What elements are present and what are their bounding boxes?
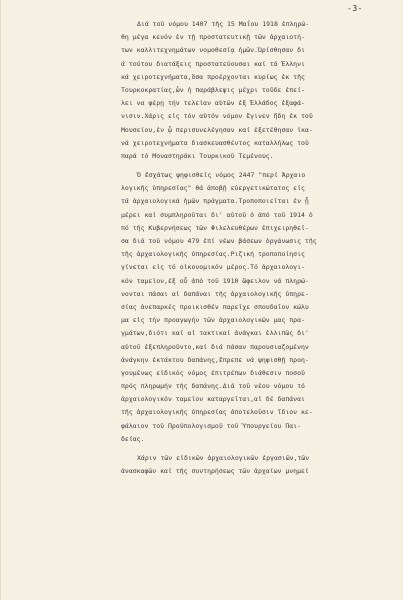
paragraph-3 [121, 452, 379, 478]
text-line: Ὁ ἔσχάτως ψηφισθείς νόμος 2447 "περί Ἀρχαιο [137, 171, 306, 180]
paragraph-2 [121, 169, 379, 446]
text-line: τά ἀρχαιολογικά ἡμῶν πράγματα.Τροποποιεῖται ἐν ᾗ [121, 197, 309, 206]
text-line: νισιν.Χάρις εἰς τόν αὐτόν νόμον ἔγινεν ἤδη ἐκ τοῦ [121, 112, 313, 121]
text-line: γίνεται εἰς τό οἰκονομικόν μέρος.Τό ἀρχαιολογι- [121, 263, 305, 272]
text-line: Χάριν τῶν εἰδικῶν ἀρχαιολογικῶν ἐργασιῶν,τῶν [137, 454, 310, 462]
text-line: κόν ταμεῖον,ἐξ οὗ ἀπό τοῦ 1910 ὤφειλον νά πληρώ- [121, 276, 309, 285]
text-line: κά χειροτεχνήματα,ὅσα προέρχονται κυρίως ἐκ τῆς [121, 72, 305, 81]
text-line: λογικῆς ὑπηρεσίας" θά ἀποβῇ εὐεργετικώτατος εἰς [121, 184, 305, 193]
text-line: ἀρχαιολογικόν ταμεῖον καταργεῖται,αἱ δέ δαπάναι [121, 395, 305, 404]
text-line: των καλλιτεχνημάτων νομοθεσίᾳ ἡμῶν.Ὡρίσθησαν δι [121, 46, 305, 55]
text-line: ἀνασκαφῶν καί τῆς συντηρήσεως τῶν ἀρχαίων μνημεί [121, 467, 309, 476]
text-line: νονται πᾶσαι αἱ δαπάναι τῆς ἀρχαιολογικῆς ὑπηρε- [121, 289, 309, 298]
text-line: λει να φέρῃ τήν τελείαν αὐτῶν ἐξ Ἑλλάδος ἐξαφά- [121, 99, 305, 108]
text-line: Διά τοῦ νόμου 1407 τῆς 15 Μαΐου 1918 ἐπληρώ- [137, 20, 310, 28]
text-line: γμάτων,διότι καί αἱ τακτικαί ἀνάγκαι ἐλλιπῶς δι' [121, 329, 309, 338]
text-line: σίας ἀνεπαρκές προικισθέν παρεῖχε σπουδαῖον κώλυ [121, 302, 309, 311]
text-line: παρά τό Μοναστηράκι Τουρκικοῦ Τεμένους. [121, 151, 274, 160]
text-line: Τουρκοκρατίας,ὧν ἡ παράβλεψις μέχρι τοῦδε ἐπεί- [121, 85, 305, 94]
text-line: γουμένως εἰδικός νόμος ἐπιτρέπων διάθεσιν ποσοῦ [121, 368, 305, 377]
text-line: σα διά τοῦ νόμου 479 ἐπί νέων βάσεων ὀργάνωσις τῆς [121, 237, 317, 245]
text-line: νά χειροτεχνήματα διασκευασθέντος καταλλήλως τοῦ [121, 138, 309, 147]
paragraph-1 [121, 18, 379, 163]
text-line: ά τούτου διατάξεις προστατεύουσαι καί τά Ἑλληνι [121, 59, 305, 68]
text-line: μέρει καί συμπληροῦται δι' αὐτοῦ ὁ ἀπό τοῦ 1914 ὁ [121, 210, 313, 219]
text-line: αὐτοῦ ἐξεπληροῦντο,καί διά πάσαν παρουσιαζομένην [121, 342, 309, 351]
text-line: δείας. [121, 434, 145, 443]
text-line: ἀνάγκην ἐκτάκτου δαπάνης,ἔπρεπε νά ψηφισθῇ προη- [121, 355, 309, 364]
page-number: -3- [347, 4, 363, 13]
text-line: τῆς ἀρχαιολογικῆς ὑπηρεσίας ἀποτελοῦσιν ἴδιον κε- [121, 408, 313, 417]
text-line: θη μέγα κενόν ἐν τῇ προστατευτικῇ τῶν ἀρχαιοτή- [121, 33, 305, 42]
page-body [121, 18, 379, 478]
text-line: τῆς ἀρχαιολογικῆς ὑπηρεσίας.Ριζική τροποποίησις [121, 250, 305, 259]
text-line: φάλαιον τοῦ Προϋπολογισμοῦ τοῦ Ὑπουργείου Παι- [121, 421, 302, 430]
text-line: πό τῆς Κυβερνήσεως τῶν Φιλελευθέρων ἐπιχειρηθεῖ- [121, 223, 309, 232]
text-line: μα εἰς τήν προαγωγήν τῶν ἀρχαιολογικῶν μας πρα- [121, 316, 305, 325]
text-line: πρός πληρωμήν τῆς δαπάνης.Διά τοῦ νέου νόμου τό [121, 382, 305, 391]
text-line: Μουσείου,ἐν ᾧ περισυνελέγησαν καί ἐξετέθησαν ἱκα- [121, 125, 313, 134]
